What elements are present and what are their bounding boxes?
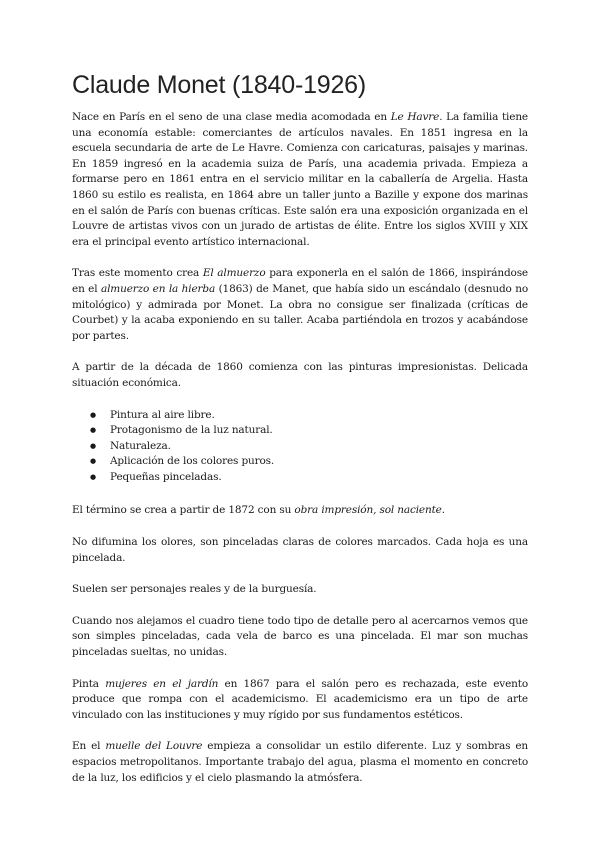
emphasis-impresion-sol-naciente: obra impresión, sol naciente [294, 504, 442, 517]
list-item: ● Aplicación de los colores puros. [110, 454, 528, 470]
paragraph-biography [72, 110, 528, 250]
paragraph-text: . La familia tiene una economía estable: comerciantes de artículos navales. En 1851 ingresa en la escuela secundaria de arte de Le Havre. Comienza con caricaturas, paisajes y marinas. En 1859 ingresó en la academia suiza de París, una academia privada. Empieza a formarse pero en 1861 entra en el servicio militar en la caballería de Argelia. Hasta 1860 su estilo es realista, en 1864 abre un taller junto a Bazille y expone dos marinas en el salón de París con buenas críticas. Este salón era una exposición organizada en el Louvre de artistas vivos con un jurado de artistas de élite. Entre los siglos XVIII y XIX era el principal evento artístico internacional. [72, 111, 528, 248]
list-item: ● Pintura al aire libre. [110, 408, 528, 424]
paragraph-mujeres-jardin [72, 677, 528, 724]
paragraph-text: para exponerla en el salón de 1866, inspirándose en el [72, 267, 528, 295]
emphasis-muelle-del-louvre: muelle del Louvre [105, 740, 203, 753]
paragraph-characters: Suelen ser personajes reales y de la burguesía. [72, 583, 317, 596]
list-item: ● Naturaleza. [110, 439, 528, 455]
paragraph-detail: Cuando nos alejamos el cuadro tiene todo tipo de detalle pero al acercarnos vemos que son simples pinceladas, cada vela de barco es una pincelada. El mar son muchas pinceladas sueltas, no unidas. [72, 614, 528, 659]
list-item: ● Pequeñas pinceladas. [110, 470, 528, 486]
emphasis-mujeres-en-el-jardin: mujeres en el jardín [105, 677, 219, 690]
paragraph-brushstrokes: No difumina los olores, son pinceladas claras de colores marcados. Cada hoja es una pincelada. [72, 536, 528, 564]
emphasis-almuerzo-en-la-hierba: almuerzo en la hierba [100, 282, 216, 295]
paragraph-text: (1863) de Manet, que había sido un escándalo (desnudo no mitológico) y admirada por Monet. La obra no consigue ser finalizada (críticas de Courbet) y la acaba exponiendo en su taller. Acaba partiéndola en trozos y acabándose por partes. [72, 282, 529, 342]
page-title: Claude Monet (1840-1926) [72, 71, 367, 99]
emphasis-el-almuerzo: El almuerzo [202, 267, 266, 280]
paragraph-text: En el [72, 740, 106, 753]
paragraph-text: empieza a consolidar un estilo diferente. Luz y sombras en espacios metropolitanos. Importante trabajo del agua, plasma el momento en concreto de la luz, los edificios y el cielo plasmando la atmósfera. [72, 740, 529, 784]
paragraph-impressionism: A partir de la década de 1860 comienza con las pinturas impresionistas. Delicada situación económica. [72, 361, 528, 389]
paragraph-muelle-louvre [72, 739, 528, 786]
paragraph-text: . [441, 504, 445, 517]
paragraph-text: El término se crea a partir de 1872 con su [72, 504, 295, 517]
paragraph-text: Nace en París en el seno de una clase media acomodada en [72, 111, 391, 123]
paragraph-term-origin [72, 503, 528, 519]
paragraph-text: en 1867 para el salón pero es rechazada, este evento produce que rompa con el academicismo. El academicismo era un tipo de arte vinculado con las instituciones y muy rígido por sus fundamentos estéticos. [72, 677, 529, 721]
paragraph-el-almuerzo [72, 266, 528, 344]
list-item: ● Protagonismo de la luz natural. [110, 423, 528, 439]
paragraph-text: Tras este momento crea [72, 267, 203, 280]
document-page [72, 70, 528, 802]
emphasis-le-havre: Le Havre [390, 111, 440, 123]
paragraph-text: Pinta [72, 677, 106, 690]
characteristics-list [72, 408, 528, 486]
